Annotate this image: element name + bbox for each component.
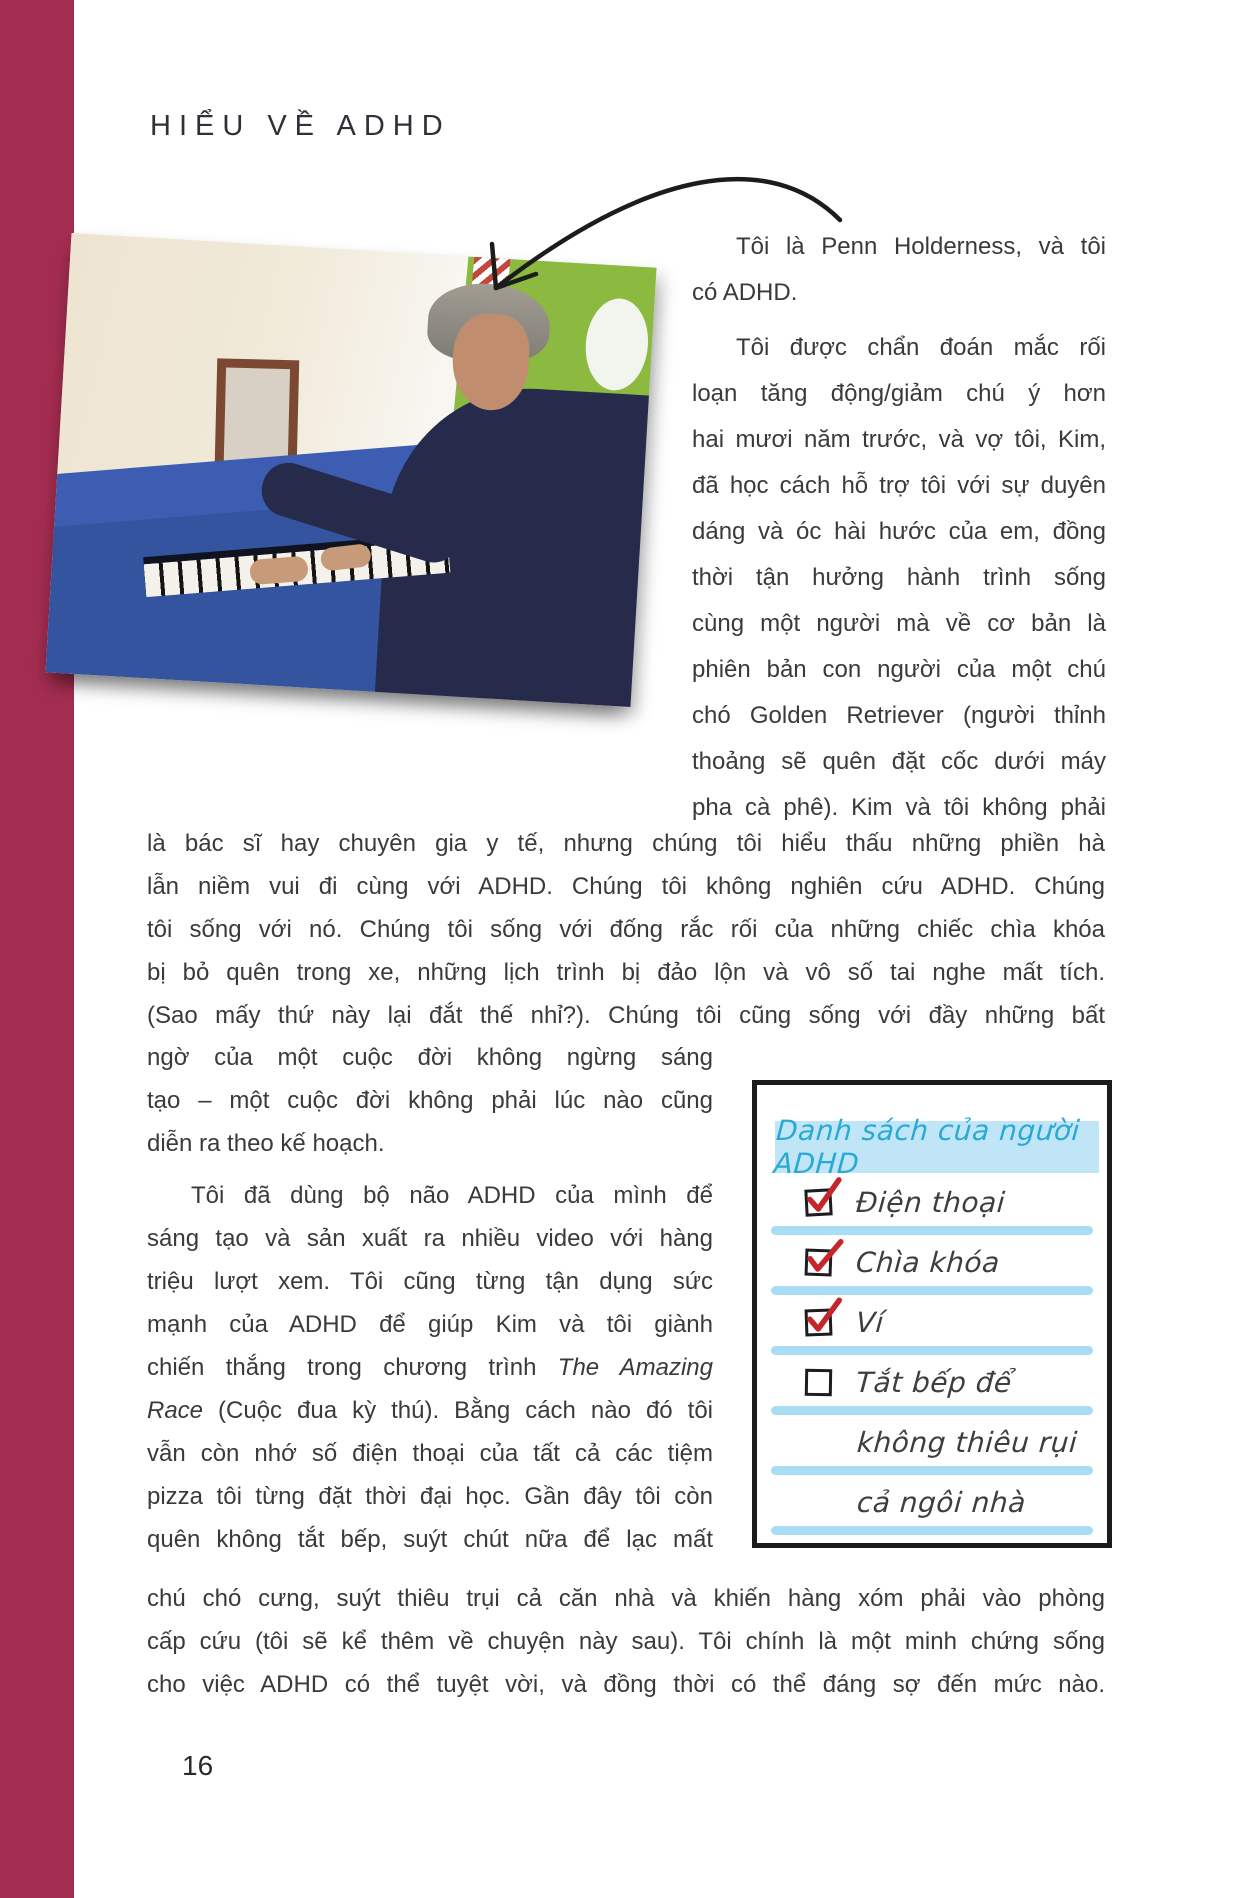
- text-line: pizza tôi từng đặt thời đại học. Gần đây tôi còn: [147, 1483, 713, 1510]
- checkbox-checked-icon: [805, 1248, 833, 1276]
- checkbox-checked-icon: [804, 1188, 832, 1216]
- text-line: triệu lượt xem. Tôi cũng từng tận dụng sức: [147, 1268, 713, 1295]
- text-line: hai mươi năm trước, và vợ tôi, Kim,: [692, 426, 1106, 453]
- checklist-item: [771, 1301, 1093, 1343]
- text-line: bị bỏ quên trong xe, những lịch trình bị đảo lộn và vô số tai nghe mất tích.: [147, 959, 1105, 986]
- text-line: (Sao mấy thứ này lại đắt thế nhỉ?). Chúng tôi cũng sống với đầy những bất: [147, 1002, 1105, 1029]
- checklist-item-label: Điện thoại: [854, 1185, 1007, 1219]
- text-line: tôi sống với nó. Chúng tôi sống với đống rắc rối của những chiếc chìa khóa: [147, 916, 1105, 943]
- text-line: diễn ra theo kế hoạch.: [147, 1130, 385, 1157]
- text-line: sáng tạo và sản xuất ra nhiều video với hàng: [147, 1225, 713, 1252]
- text-line: pha cà phê). Kim và tôi không phải: [692, 794, 1106, 821]
- checklist-item: [771, 1361, 1093, 1403]
- left-column-text: [147, 1036, 713, 1561]
- text-line: đã học cách hỗ trợ tôi với sự duyên: [692, 472, 1106, 499]
- text-line: cấp cứu (tôi sẽ kể thêm về chuyện này sau). Tôi chính là một minh chứng sống: [147, 1628, 1105, 1655]
- checkmark-icon: [804, 1236, 845, 1277]
- checklist-item: [771, 1241, 1093, 1283]
- photo-art-blob: [582, 296, 652, 393]
- text-line: Tôi đã dùng bộ não ADHD của mình để: [191, 1182, 713, 1209]
- text-line: phiên bản con người của một chú: [692, 656, 1106, 683]
- right-column-text: [692, 224, 1106, 831]
- page-number: 16: [182, 1750, 214, 1781]
- text-line: cho việc ADHD có thể tuyệt vời, và đồng thời có thể đáng sợ đến mức nào.: [147, 1671, 1105, 1698]
- checklist-item: [771, 1181, 1093, 1223]
- checklist-item-label: Ví: [854, 1305, 886, 1339]
- text-line: quên không tắt bếp, suýt chút nữa để lạc mất: [147, 1526, 713, 1553]
- text-line: thời tận hưởng hành trình sống: [692, 564, 1106, 591]
- full-width-text-2: [147, 1577, 1105, 1706]
- hand-drawn-underline: [771, 1526, 1093, 1535]
- text-line: chú chó cưng, suýt thiêu trụi cả căn nhà và khiến hàng xóm phải vào phòng: [147, 1585, 1105, 1612]
- text-line: Race (Cuộc đua kỳ thú). Bằng cách nào đó tôi: [147, 1397, 713, 1424]
- text-line: loạn tăng động/giảm chú ý hơn: [692, 380, 1106, 407]
- running-head: HIỂU VỀ ADHD: [150, 110, 451, 142]
- adhd-checklist-card: [752, 1080, 1112, 1548]
- hand-drawn-underline: [771, 1406, 1093, 1415]
- checklist-item-continuation: [771, 1481, 1093, 1523]
- checklist-items: [771, 1181, 1093, 1541]
- checklist-title: Danh sách của người ADHD: [772, 1114, 1082, 1180]
- text-line: chó Golden Retriever (người thỉnh: [692, 702, 1106, 729]
- full-width-text-1: [147, 822, 1105, 1037]
- hand-drawn-underline: [771, 1226, 1093, 1235]
- hand-drawn-underline: [771, 1346, 1093, 1355]
- hand-drawn-underline: [771, 1466, 1093, 1475]
- checkmark-icon: [803, 1175, 845, 1217]
- text-line: chiến thắng trong chương trình The Amazing: [147, 1354, 713, 1381]
- text-line: Tôi là Penn Holderness, và tôi: [736, 233, 1106, 260]
- text-line: lẫn niềm vui đi cùng với ADHD. Chúng tôi không nghiên cứu ADHD. Chúng: [147, 873, 1105, 900]
- checklist-item-label: Tắt bếp để: [854, 1365, 1013, 1399]
- text-line: mạnh của ADHD để giúp Kim và tôi giành: [147, 1311, 713, 1338]
- checkbox-unchecked-icon: [805, 1368, 832, 1395]
- text-line: dáng và óc hài hước của em, đồng: [692, 518, 1106, 545]
- checkbox-checked-icon: [805, 1308, 833, 1336]
- text-line: có ADHD.: [692, 279, 798, 306]
- text-line: vẫn còn nhớ số điện thoại của tất cả các tiệm: [147, 1440, 713, 1467]
- photo-man-playing-blue-piano: [45, 233, 656, 707]
- checklist-item-label: không thiêu rụi: [855, 1425, 1079, 1459]
- text-line: thoảng sẽ quên đặt cốc dưới máy: [692, 748, 1106, 775]
- checklist-item-continuation: [771, 1421, 1093, 1463]
- text-line: ngờ của một cuộc đời không ngừng sáng: [147, 1044, 713, 1071]
- checklist-item-label: cả ngôi nhà: [855, 1485, 1028, 1519]
- photo-man-hand: [249, 556, 309, 586]
- left-accent-bar: [0, 0, 74, 1898]
- text-line: tạo – một cuộc đời không phải lúc nào cũng: [147, 1087, 713, 1114]
- text-line: cùng một người mà về cơ bản là: [692, 610, 1106, 637]
- hand-drawn-underline: [771, 1286, 1093, 1295]
- text-line: là bác sĩ hay chuyên gia y tế, nhưng chúng tôi hiểu thấu những phiền hà: [147, 830, 1105, 857]
- checklist-title-highlight: [772, 1114, 1099, 1180]
- text-line: Tôi được chẩn đoán mắc rối: [736, 334, 1106, 361]
- checklist-item-label: Chìa khóa: [854, 1245, 1002, 1279]
- checkmark-icon: [803, 1296, 844, 1337]
